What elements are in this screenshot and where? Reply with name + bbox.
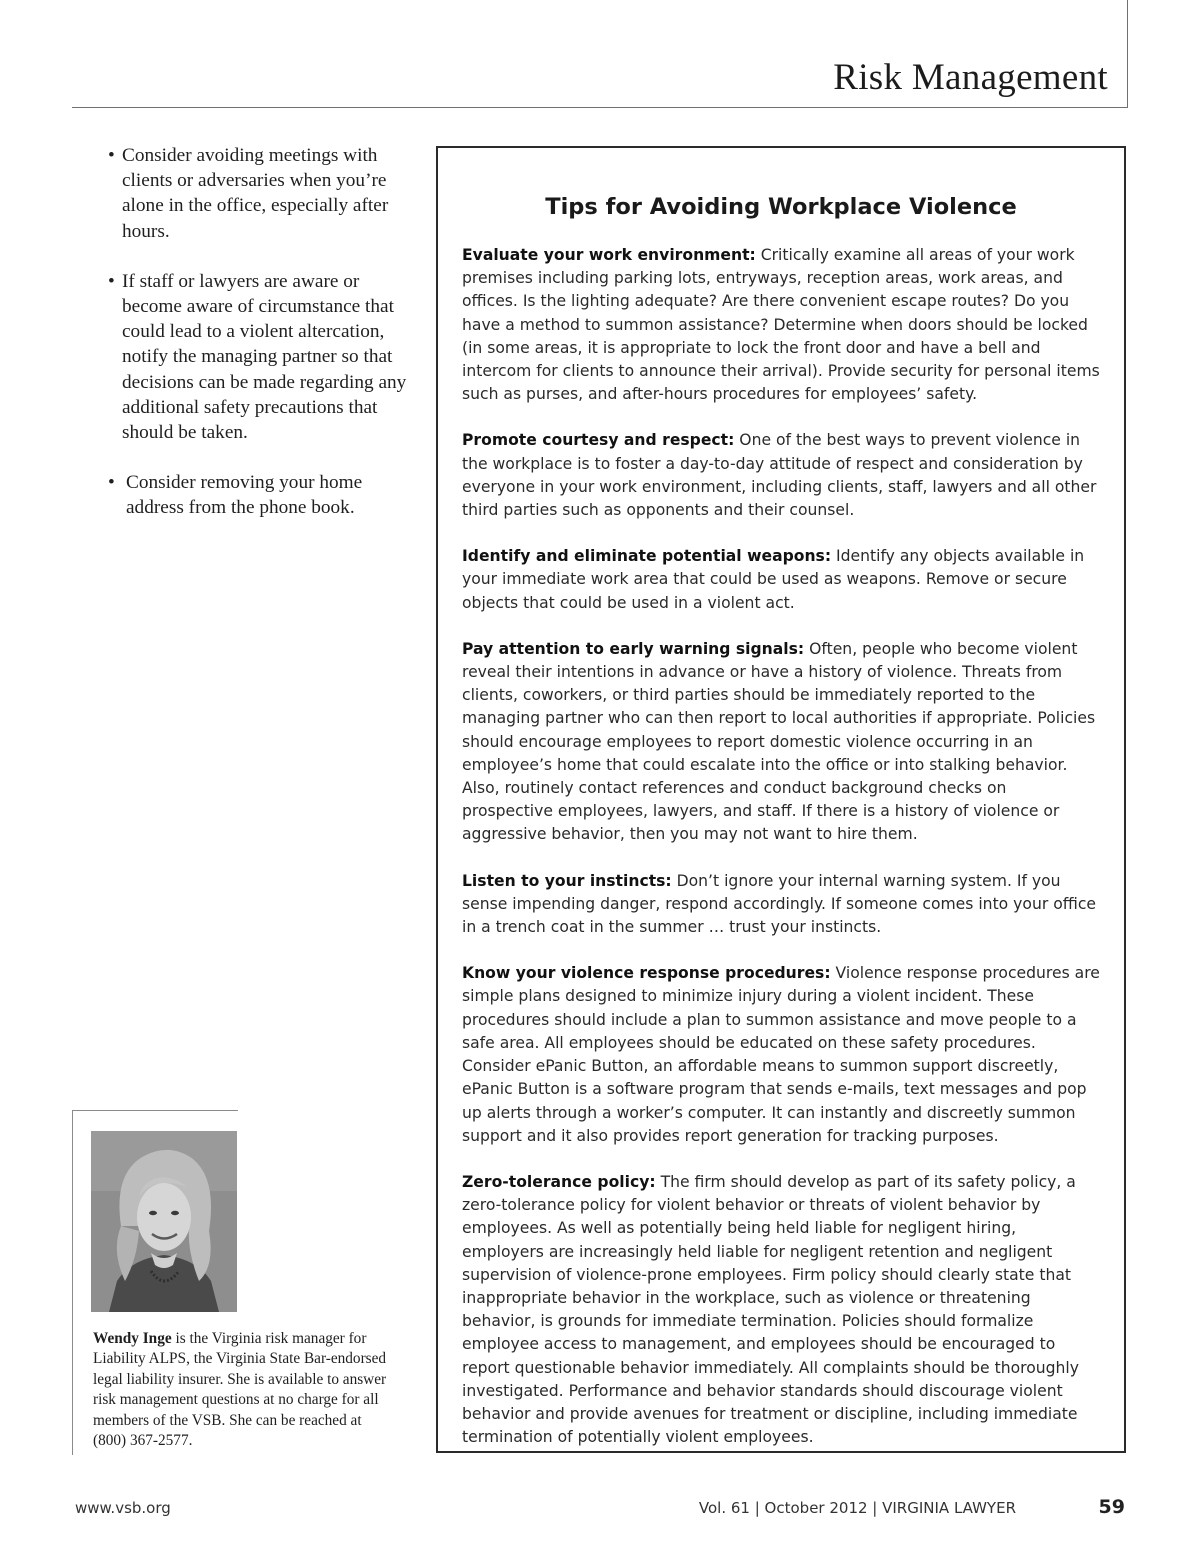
tip-body: One of the best ways to prevent violence in the workplace is to foster a day-to-day attitude of respect and consideration by everyone in your work environment, including clients, staff, lawyers and all other third parties such as opponents and their counsel. (462, 431, 1097, 520)
bullet-item (108, 470, 408, 520)
section-title: Risk Management (833, 57, 1108, 98)
tip-heading: Know your violence response procedures: (462, 964, 831, 983)
author-bio-text: is the Virginia risk manager for Liability ALPS, the Virginia State Bar-endorsed legal liability insurer. She is available to answer risk management questions at no charge for all members of the VSB. She can be reached at (800) 367-2577. (93, 1330, 387, 1450)
tips-content (462, 244, 1102, 1472)
tip-body: Often, people who become violent reveal their intentions in advance or have a history of violence. Threats from clients, coworkers, or third parties should be immediately reported to the managing partner who can then report to local authorities if appropriate. Policies should encourage employees to report domestic violence occurring in an employee’s home that could escalate into the office or into stalking behavior. Also, routinely contact references and conduct background checks on prospective employees, lawyers, and staff. If there is a history of violence or aggressive behavior, then you may not want to hire them. (462, 639, 1096, 844)
tip-body: Critically examine all areas of your work premises including parking lots, entryways, reception areas, work areas, and offices. Is the lighting adequate? Are there convenient escape routes? Do you have a method to summon assistance? Determine when doors should be locked (in some areas, it is appropriate to lock the front door and have a bell and intercom for clients to announce their arrival). Provide security for personal items such as purses, and after-hours procedures for employees’ safety. (462, 246, 1100, 404)
bullet-mark: • (108, 145, 115, 166)
tip-paragraph (462, 870, 1102, 940)
tip-heading: Zero-tolerance policy: (462, 1172, 656, 1191)
tip-body: The firm should develop as part of its safety policy, a zero-tolerance policy for violent behavior or threats of violent behavior by employees. As well as potentially being held liable for negligent hiring, employers are increasingly held liable for negligent retention and negligent supervision of violence-prone employees. Firm policy should clearly state that inappropriate behavior in the workplace, such as violence or threatening behavior, is grounds for immediate termination. Policies should formalize employee access to management, and employees should be encouraged to report questionable behavior immediately. All complaints should be thoroughly investigated. Performance and behavior standards should discourage violent behavior and provide avenues for treatment or discipline, including immediate termination of potentially violent employees. (462, 1172, 1079, 1447)
tip-heading: Listen to your instincts: (462, 871, 672, 890)
bullet-list (108, 143, 408, 546)
tip-heading: Pay attention to early warning signals: (462, 639, 805, 658)
tip-paragraph (462, 1171, 1102, 1449)
footer-url: www.vsb.org (75, 1499, 171, 1517)
tip-heading: Identify and eliminate potential weapons: (462, 547, 832, 566)
tip-heading: Evaluate your work environment: (462, 246, 756, 264)
bio-top-rule (72, 1110, 238, 1111)
bullet-text: If staff or lawyers are aware or become aware of circumstance that could lead to a violent altercation, notify the managing partner so that decisions can be made regarding any additional safety precautions that should be taken. (122, 270, 407, 444)
tip-paragraph (462, 545, 1102, 615)
header-vertical-rule (1127, 0, 1128, 108)
tip-paragraph (462, 429, 1102, 522)
tips-title: Tips for Avoiding Workplace Violence (545, 194, 1017, 220)
tip-paragraph (462, 638, 1102, 847)
bullet-item (108, 269, 408, 445)
author-bio (93, 1329, 398, 1451)
author-portrait-illustration (91, 1131, 237, 1312)
bullet-mark: • (108, 270, 115, 292)
tip-paragraph (462, 962, 1102, 1148)
tips-box (436, 146, 1126, 1453)
author-photo (91, 1131, 237, 1312)
tip-heading: Promote courtesy and respect: (462, 431, 735, 450)
header-rule (72, 107, 1128, 108)
tip-body: Don’t ignore your internal warning system. If you sense impending danger, respond accordingly. If someone comes into your office in a trench coat in the summer … trust your instincts. (462, 871, 1096, 937)
bullet-mark: • (108, 472, 115, 494)
page-number: 59 (1098, 1496, 1125, 1518)
bullet-text: Consider removing your home address from the phone book. (126, 472, 363, 519)
tip-paragraph (462, 244, 1102, 406)
tip-body: Violence response procedures are simple plans designed to minimize injury during a violent incident. These procedures should include a plan to summon assistance and move people to a safe area. All employees should be educated on these safety procedures. Consider ePanic Button, an affordable means to summon support discreetly, ePanic Button is a software program that sends e-mails, text messages and pop up alerts through a worker’s computer. It can instantly and discreetly summon support and it also provides report generation for tracking purposes. (462, 964, 1100, 1145)
bullet-item (108, 143, 408, 244)
footer-issue: Vol. 61 | October 2012 | VIRGINIA LAWYER (698, 1499, 1016, 1517)
tip-body: Identify any objects available in your immediate work area that could be used as weapons. Remove or secure objects that could be used in a violent act. (462, 547, 1085, 612)
bullet-text: Consider avoiding meetings with clients or adversaries when you’re alone in the office, especially after hours. (122, 145, 389, 242)
author-name: Wendy Inge (93, 1330, 172, 1347)
bio-side-rule (72, 1110, 73, 1455)
